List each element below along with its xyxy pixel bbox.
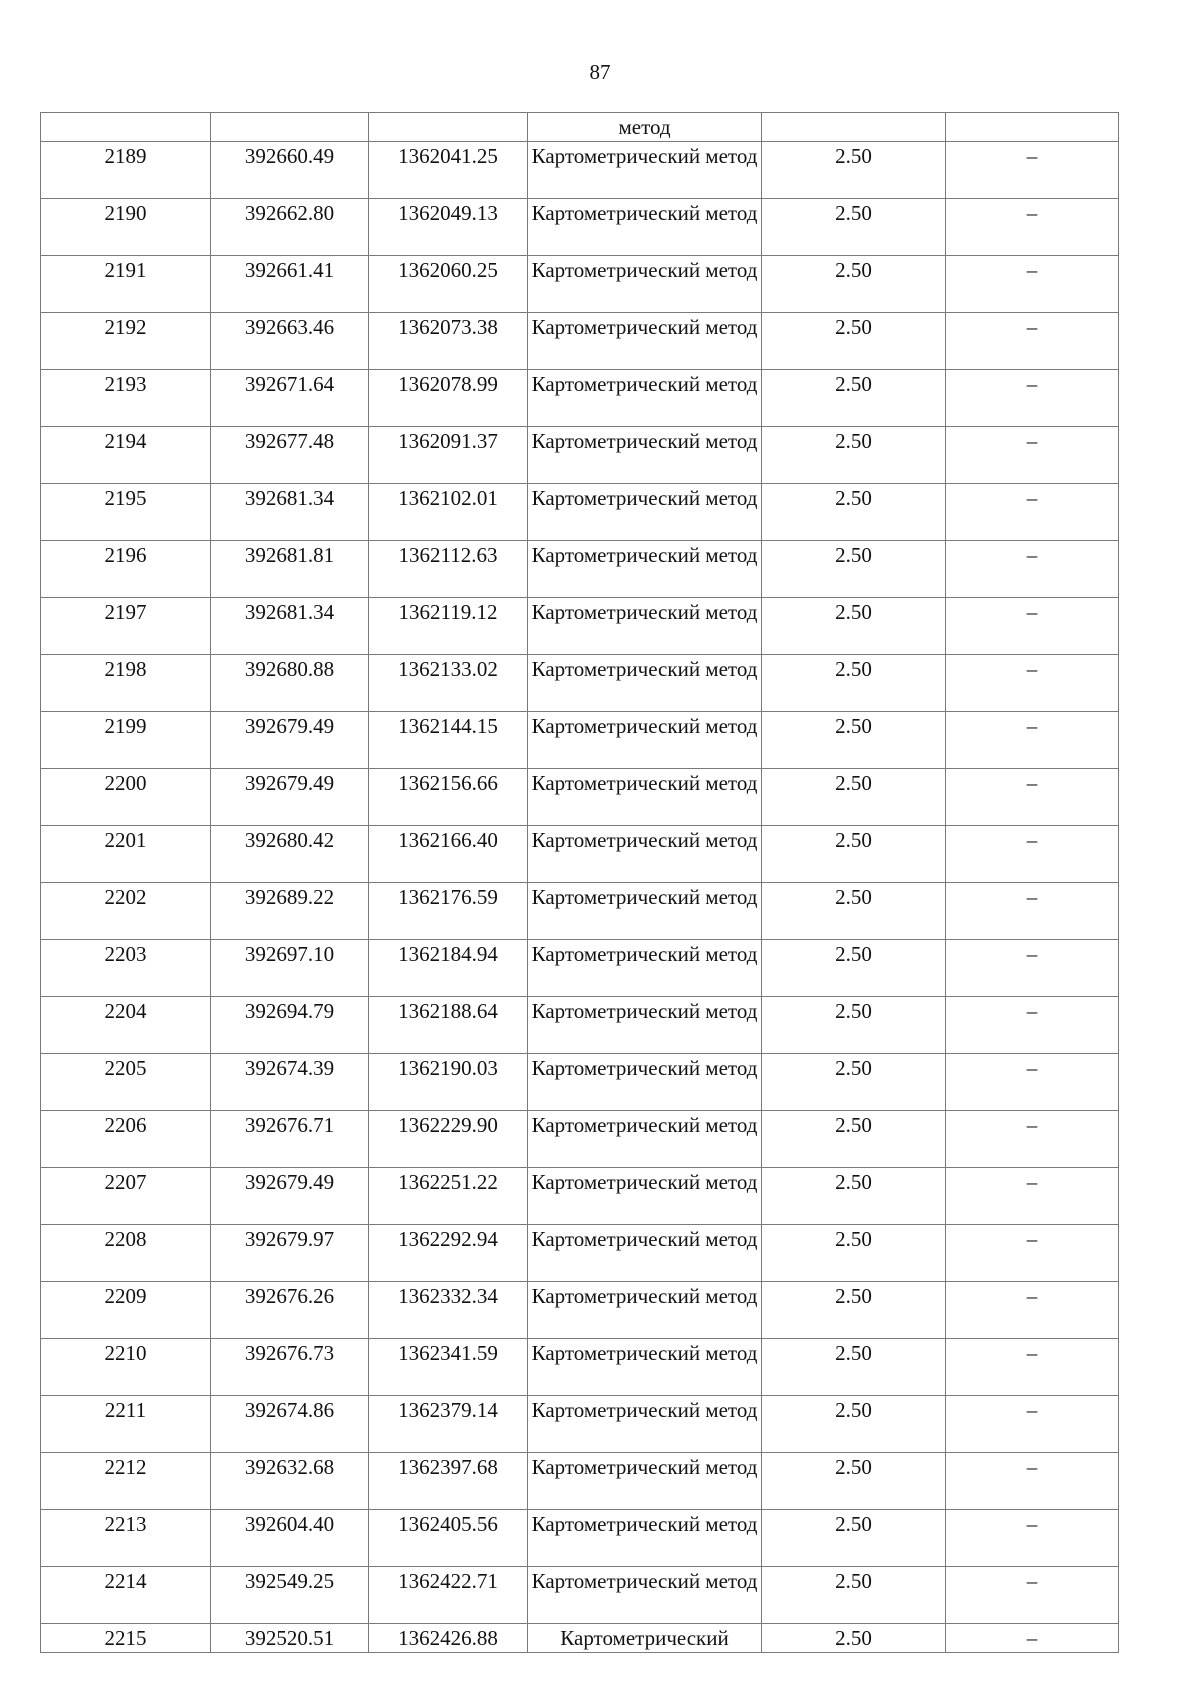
note-cell: – [946,1111,1119,1168]
note-cell: – [946,142,1119,199]
method-cell: метод [528,113,762,142]
note-cell: – [946,1282,1119,1339]
method-cell: Картометрический метод [528,1054,762,1111]
y-coordinate-cell: 1362073.38 [369,313,528,370]
point-number-cell: 2203 [41,940,211,997]
y-coordinate-cell: 1362190.03 [369,1054,528,1111]
note-cell: – [946,598,1119,655]
y-coordinate-cell: 1362133.02 [369,655,528,712]
x-coordinate-cell: 392679.49 [211,1168,369,1225]
note-cell: – [946,1624,1119,1653]
note-cell: – [946,199,1119,256]
note-cell: – [946,1396,1119,1453]
method-cell: Картометрический метод [528,541,762,598]
method-cell: Картометрический метод [528,1339,762,1396]
note-cell: – [946,940,1119,997]
table-row [41,142,1119,199]
error-cell: 2.50 [762,1567,946,1624]
table-row [41,826,1119,883]
note-cell: – [946,1054,1119,1111]
y-coordinate-cell: 1362341.59 [369,1339,528,1396]
note-cell: – [946,256,1119,313]
x-coordinate-cell: 392604.40 [211,1510,369,1567]
point-number-cell: 2189 [41,142,211,199]
method-cell: Картометрический метод [528,484,762,541]
note-cell: – [946,655,1119,712]
x-coordinate-cell: 392671.64 [211,370,369,427]
point-number-cell: 2214 [41,1567,211,1624]
y-coordinate-cell [369,113,528,142]
point-number-cell: 2202 [41,883,211,940]
note-cell: – [946,313,1119,370]
y-coordinate-cell: 1362144.15 [369,712,528,769]
x-coordinate-cell: 392681.34 [211,598,369,655]
coordinates-table [40,112,1119,1653]
table-row [41,1567,1119,1624]
y-coordinate-cell: 1362379.14 [369,1396,528,1453]
table-row [41,598,1119,655]
x-coordinate-cell: 392661.41 [211,256,369,313]
x-coordinate-cell: 392674.86 [211,1396,369,1453]
method-cell: Картометрический метод [528,256,762,313]
x-coordinate-cell: 392674.39 [211,1054,369,1111]
point-number-cell: 2197 [41,598,211,655]
point-number-cell: 2211 [41,1396,211,1453]
note-cell [946,113,1119,142]
point-number-cell: 2205 [41,1054,211,1111]
point-number-cell: 2199 [41,712,211,769]
x-coordinate-cell: 392681.81 [211,541,369,598]
x-coordinate-cell: 392663.46 [211,313,369,370]
table-row [41,1054,1119,1111]
error-cell: 2.50 [762,940,946,997]
x-coordinate-cell: 392677.48 [211,427,369,484]
y-coordinate-cell: 1362332.34 [369,1282,528,1339]
table-row [41,883,1119,940]
x-coordinate-cell: 392679.49 [211,712,369,769]
error-cell: 2.50 [762,256,946,313]
y-coordinate-cell: 1362397.68 [369,1453,528,1510]
error-cell: 2.50 [762,1396,946,1453]
method-cell: Картометрический метод [528,1282,762,1339]
point-number-cell: 2215 [41,1624,211,1653]
y-coordinate-cell: 1362102.01 [369,484,528,541]
error-cell [762,113,946,142]
table-row [41,1225,1119,1282]
note-cell: – [946,826,1119,883]
point-number-cell: 2209 [41,1282,211,1339]
note-cell: – [946,712,1119,769]
error-cell: 2.50 [762,1168,946,1225]
table-row [41,997,1119,1054]
error-cell: 2.50 [762,1111,946,1168]
error-cell: 2.50 [762,1225,946,1282]
x-coordinate-cell: 392689.22 [211,883,369,940]
y-coordinate-cell: 1362188.64 [369,997,528,1054]
point-number-cell: 2196 [41,541,211,598]
table-row [41,1624,1119,1653]
table-row [41,370,1119,427]
note-cell: – [946,1225,1119,1282]
error-cell: 2.50 [762,484,946,541]
table-row [41,769,1119,826]
table-row [41,940,1119,997]
continuation-row [41,113,1119,142]
error-cell: 2.50 [762,1054,946,1111]
table-row [41,1510,1119,1567]
point-number-cell: 2195 [41,484,211,541]
x-coordinate-cell: 392676.26 [211,1282,369,1339]
point-number-cell: 2201 [41,826,211,883]
table-row [41,1339,1119,1396]
y-coordinate-cell: 1362156.66 [369,769,528,826]
table-row [41,1111,1119,1168]
y-coordinate-cell: 1362049.13 [369,199,528,256]
note-cell: – [946,883,1119,940]
y-coordinate-cell: 1362112.63 [369,541,528,598]
table-row [41,655,1119,712]
method-cell: Картометрический метод [528,199,762,256]
table-row [41,484,1119,541]
x-coordinate-cell: 392549.25 [211,1567,369,1624]
error-cell: 2.50 [762,142,946,199]
page-number: 87 [589,60,611,84]
error-cell: 2.50 [762,370,946,427]
point-number-cell [41,113,211,142]
y-coordinate-cell: 1362176.59 [369,883,528,940]
point-number-cell: 2210 [41,1339,211,1396]
note-cell: – [946,769,1119,826]
x-coordinate-cell: 392632.68 [211,1453,369,1510]
table-row [41,1453,1119,1510]
point-number-cell: 2192 [41,313,211,370]
error-cell: 2.50 [762,1624,946,1653]
x-coordinate-cell: 392662.80 [211,199,369,256]
error-cell: 2.50 [762,883,946,940]
x-coordinate-cell: 392676.73 [211,1339,369,1396]
method-cell: Картометрический метод [528,1225,762,1282]
table-row [41,1396,1119,1453]
error-cell: 2.50 [762,598,946,655]
note-cell: – [946,1510,1119,1567]
method-cell: Картометрический метод [528,769,762,826]
note-cell: – [946,541,1119,598]
method-cell: Картометрический метод [528,370,762,427]
point-number-cell: 2194 [41,427,211,484]
point-number-cell: 2207 [41,1168,211,1225]
method-cell: Картометрический метод [528,712,762,769]
y-coordinate-cell: 1362060.25 [369,256,528,313]
y-coordinate-cell: 1362184.94 [369,940,528,997]
table-row [41,313,1119,370]
error-cell: 2.50 [762,199,946,256]
y-coordinate-cell: 1362166.40 [369,826,528,883]
method-cell: Картометрический метод [528,598,762,655]
y-coordinate-cell: 1362078.99 [369,370,528,427]
y-coordinate-cell: 1362426.88 [369,1624,528,1653]
y-coordinate-cell: 1362422.71 [369,1567,528,1624]
method-cell: Картометрический метод [528,940,762,997]
method-cell: Картометрический метод [528,1111,762,1168]
error-cell: 2.50 [762,769,946,826]
method-cell: Картометрический метод [528,1510,762,1567]
point-number-cell: 2213 [41,1510,211,1567]
y-coordinate-cell: 1362251.22 [369,1168,528,1225]
table-row [41,427,1119,484]
note-cell: – [946,370,1119,427]
error-cell: 2.50 [762,712,946,769]
error-cell: 2.50 [762,1510,946,1567]
y-coordinate-cell: 1362292.94 [369,1225,528,1282]
point-number-cell: 2212 [41,1453,211,1510]
x-coordinate-cell: 392681.34 [211,484,369,541]
point-number-cell: 2206 [41,1111,211,1168]
y-coordinate-cell: 1362229.90 [369,1111,528,1168]
method-cell: Картометрический метод [528,1396,762,1453]
method-cell: Картометрический метод [528,1453,762,1510]
table-row [41,1168,1119,1225]
x-coordinate-cell: 392676.71 [211,1111,369,1168]
table-row [41,256,1119,313]
method-cell: Картометрический метод [528,997,762,1054]
note-cell: – [946,1168,1119,1225]
error-cell: 2.50 [762,313,946,370]
method-cell: Картометрический [528,1624,762,1653]
point-number-cell: 2198 [41,655,211,712]
error-cell: 2.50 [762,826,946,883]
x-coordinate-cell: 392697.10 [211,940,369,997]
x-coordinate-cell: 392679.49 [211,769,369,826]
note-cell: – [946,1567,1119,1624]
note-cell: – [946,484,1119,541]
x-coordinate-cell [211,113,369,142]
error-cell: 2.50 [762,427,946,484]
x-coordinate-cell: 392520.51 [211,1624,369,1653]
error-cell: 2.50 [762,1453,946,1510]
point-number-cell: 2200 [41,769,211,826]
table-row [41,199,1119,256]
method-cell: Картометрический метод [528,142,762,199]
note-cell: – [946,1339,1119,1396]
x-coordinate-cell: 392680.42 [211,826,369,883]
x-coordinate-cell: 392679.97 [211,1225,369,1282]
point-number-cell: 2208 [41,1225,211,1282]
y-coordinate-cell: 1362041.25 [369,142,528,199]
y-coordinate-cell: 1362119.12 [369,598,528,655]
point-number-cell: 2190 [41,199,211,256]
error-cell: 2.50 [762,1282,946,1339]
x-coordinate-cell: 392680.88 [211,655,369,712]
method-cell: Картометрический метод [528,427,762,484]
error-cell: 2.50 [762,655,946,712]
method-cell: Картометрический метод [528,313,762,370]
point-number-cell: 2191 [41,256,211,313]
x-coordinate-cell: 392660.49 [211,142,369,199]
table-row [41,1282,1119,1339]
y-coordinate-cell: 1362405.56 [369,1510,528,1567]
table-body [41,113,1119,1653]
y-coordinate-cell: 1362091.37 [369,427,528,484]
note-cell: – [946,1453,1119,1510]
table-row [41,541,1119,598]
table-row [41,712,1119,769]
point-number-cell: 2193 [41,370,211,427]
point-number-cell: 2204 [41,997,211,1054]
method-cell: Картометрический метод [528,1567,762,1624]
method-cell: Картометрический метод [528,1168,762,1225]
method-cell: Картометрический метод [528,883,762,940]
note-cell: – [946,427,1119,484]
x-coordinate-cell: 392694.79 [211,997,369,1054]
error-cell: 2.50 [762,997,946,1054]
error-cell: 2.50 [762,1339,946,1396]
method-cell: Картометрический метод [528,826,762,883]
method-cell: Картометрический метод [528,655,762,712]
error-cell: 2.50 [762,541,946,598]
note-cell: – [946,997,1119,1054]
